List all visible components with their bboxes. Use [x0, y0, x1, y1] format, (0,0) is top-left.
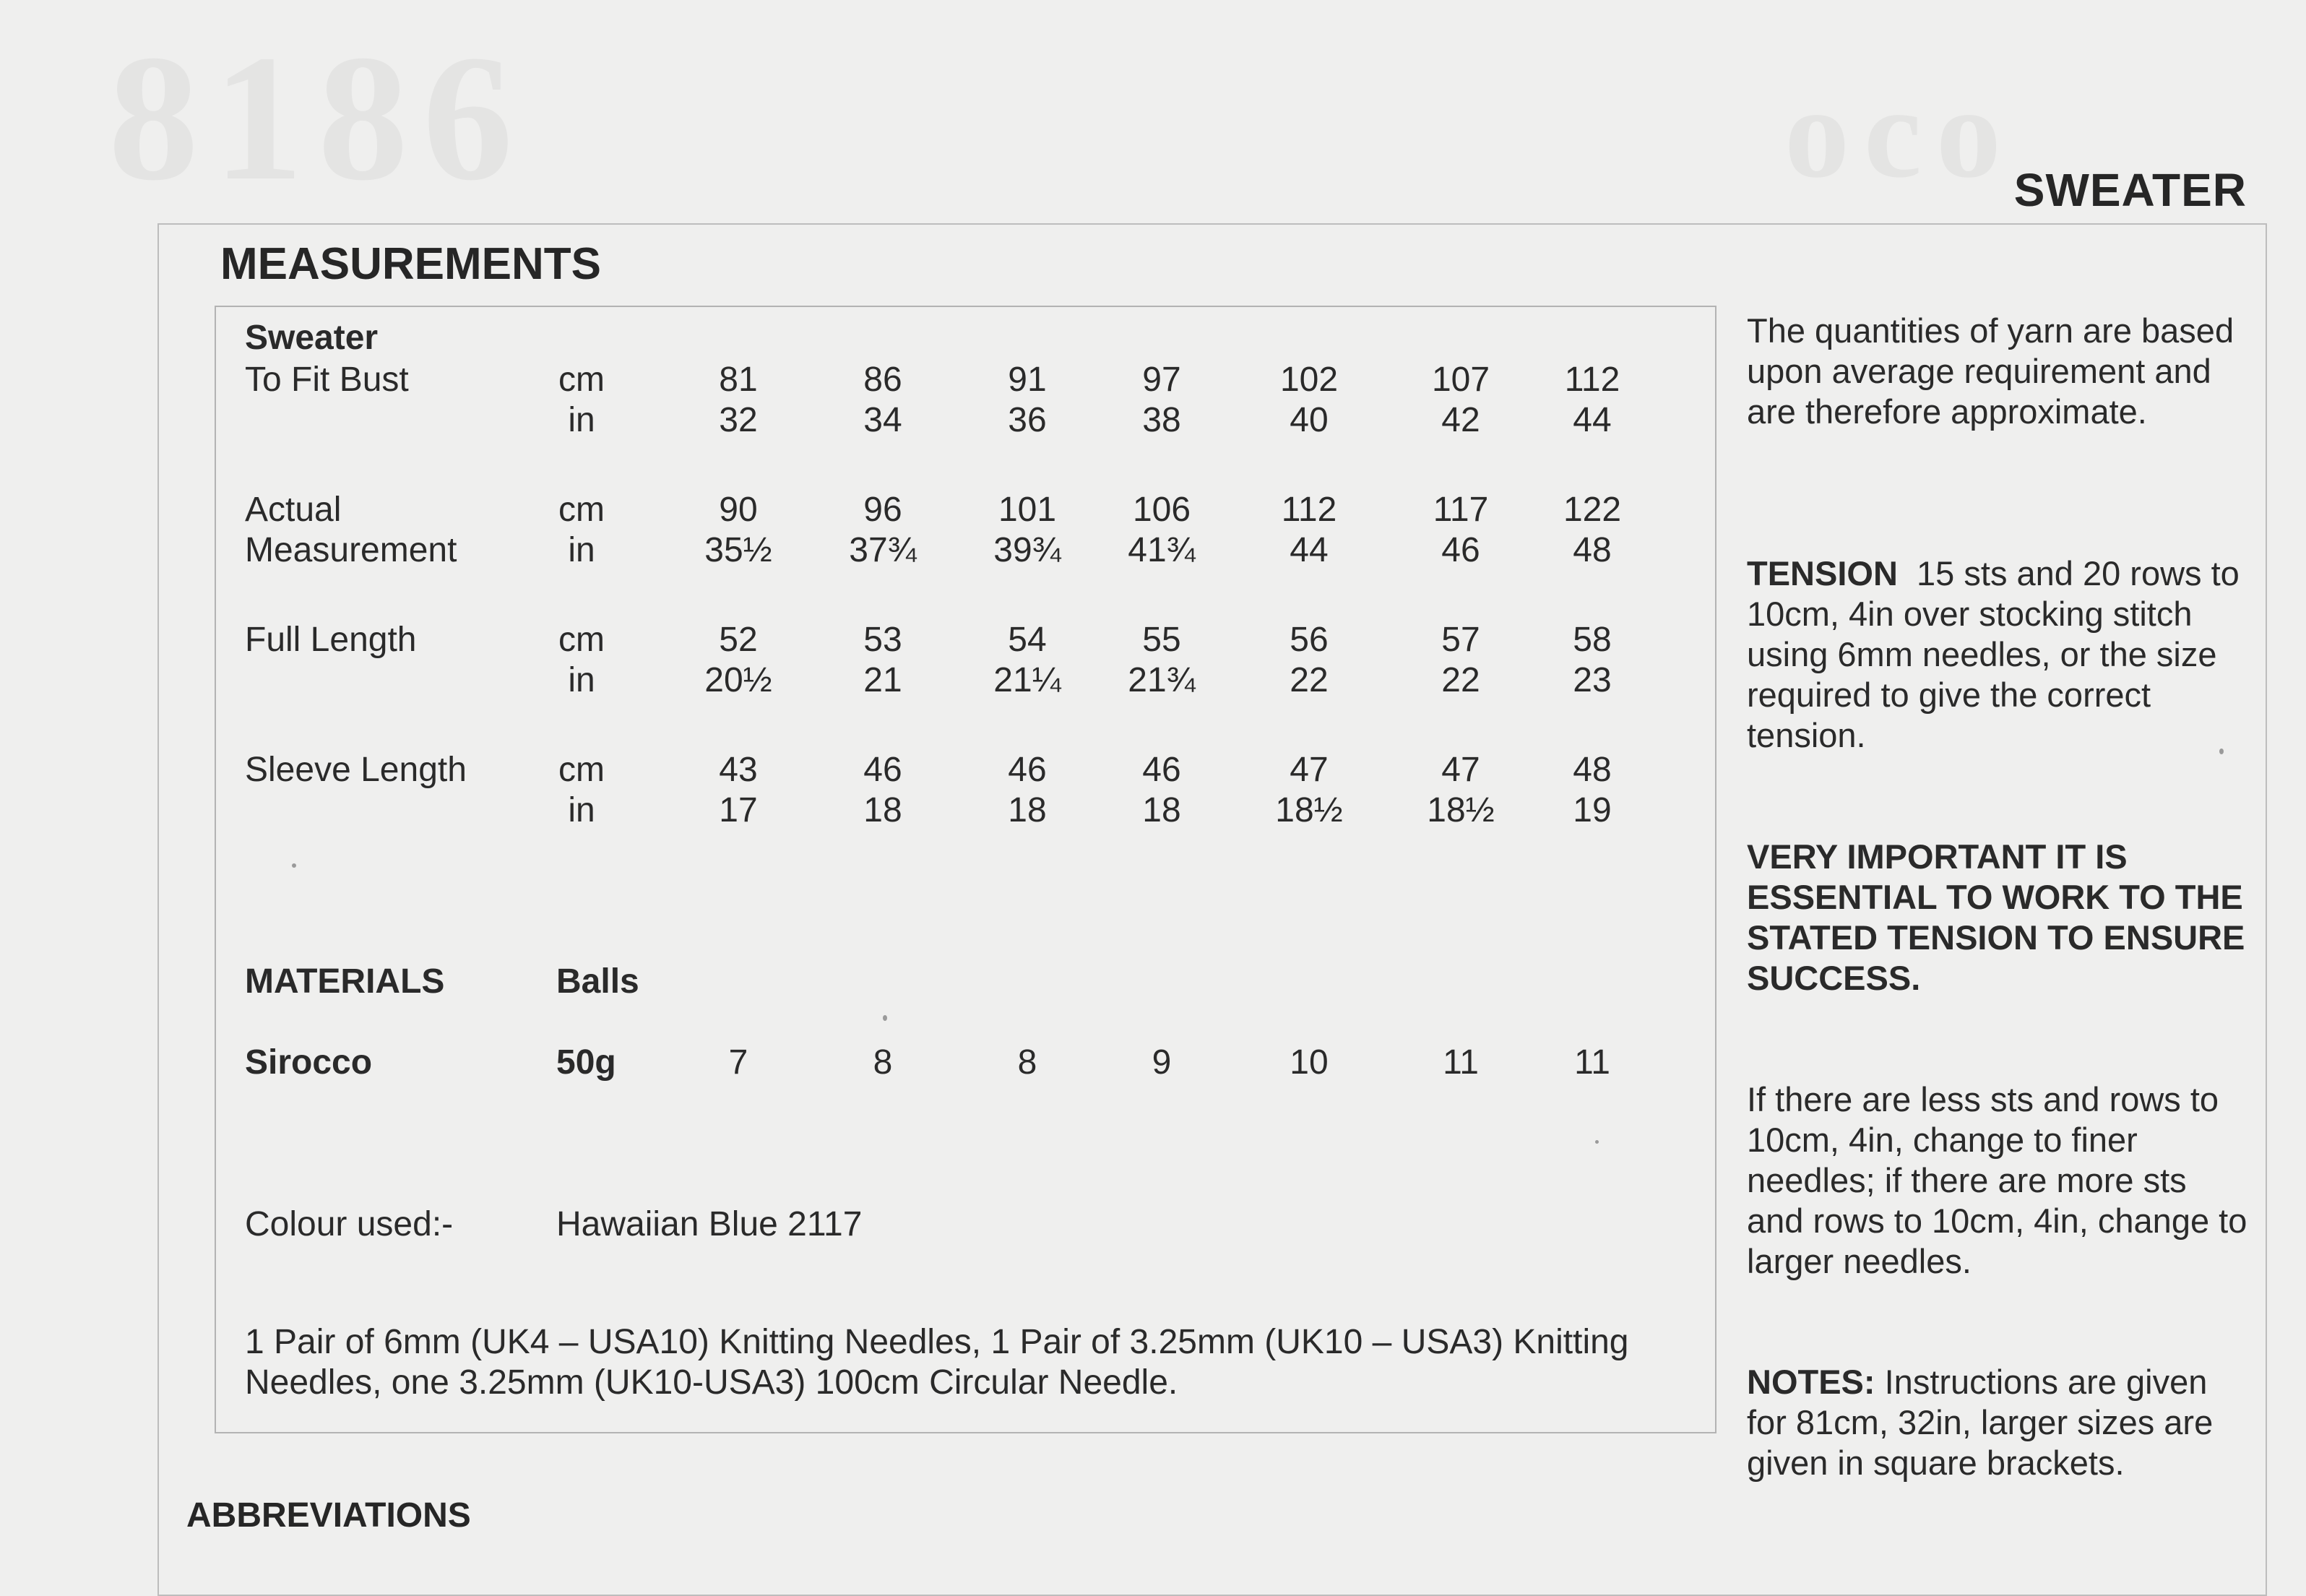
measurement-value: 90: [719, 491, 758, 529]
measurement-value: 41¾: [1128, 531, 1196, 569]
measurement-value: 48: [1573, 531, 1612, 569]
measurement-value: 18½: [1275, 791, 1343, 829]
measurement-value: 23: [1573, 661, 1612, 699]
measurement-value: 48: [1573, 751, 1612, 789]
measurement-value: 58: [1573, 621, 1612, 659]
page-title: SWEATER: [2013, 164, 2247, 216]
measurement-value: 54: [1008, 621, 1047, 659]
measurement-value: 21: [863, 661, 902, 699]
colour-label: Colour used:-: [245, 1205, 454, 1243]
yarn-quantity: 7: [728, 1043, 748, 1082]
measurement-value: 47: [1290, 751, 1329, 789]
yarn-weight: 50g: [556, 1043, 616, 1082]
measurement-value: 44: [1573, 401, 1612, 439]
measurement-value: 18½: [1427, 791, 1495, 829]
measurement-value: 56: [1290, 621, 1329, 659]
yarn-quantity: 9: [1152, 1043, 1172, 1082]
measurement-value: 40: [1290, 401, 1329, 439]
measurement-row-label: Measurement: [245, 531, 457, 569]
measurement-value: 55: [1142, 621, 1181, 659]
measurement-value: 122: [1563, 491, 1622, 529]
measurement-value: 32: [719, 401, 758, 439]
measurement-value: 81: [719, 361, 758, 399]
measurement-value: 52: [719, 621, 758, 659]
measurement-value: 112: [1281, 491, 1337, 529]
measurement-value: 35½: [704, 531, 772, 569]
measurement-value: 18: [863, 791, 902, 829]
measurement-value: 18: [1142, 791, 1181, 829]
measurements-heading: MEASUREMENTS: [220, 239, 602, 289]
measurement-value: 107: [1431, 361, 1490, 399]
measurement-unit: cm: [558, 491, 605, 529]
measurement-row-label: Actual: [245, 491, 342, 529]
measurements-box: [215, 306, 1716, 1433]
measurement-unit: in: [568, 791, 595, 829]
background-watermark-left: 8186: [108, 18, 527, 218]
measurement-value: 97: [1142, 361, 1181, 399]
measurement-value: 96: [863, 491, 902, 529]
measurement-value: 46: [1008, 751, 1047, 789]
measurement-value: 86: [863, 361, 902, 399]
materials-heading: MATERIALS: [245, 962, 445, 1001]
measurement-unit: in: [568, 401, 595, 439]
measurement-value: 17: [719, 791, 758, 829]
tension-label: TENSION: [1747, 554, 1898, 592]
yarn-quantity: 10: [1290, 1043, 1329, 1082]
notes-label: NOTES:: [1747, 1363, 1875, 1401]
colour-value: Hawaiian Blue 2117: [556, 1205, 863, 1243]
measurement-value: 46: [1441, 531, 1480, 569]
tension-text: 15 sts and 20 rows to 10cm, 4in over stocking stitch using 6mm needles, or the size required to give the correct tension.: [1747, 554, 2240, 754]
background-watermark-right: oco: [1784, 61, 2016, 204]
measurement-value: 22: [1441, 661, 1480, 699]
tension-note: [1747, 553, 2253, 756]
measurement-value: 21¾: [1128, 661, 1196, 699]
yarn-quantity: 11: [1574, 1043, 1610, 1082]
notes-text: Instructions are given for 81cm, 32in, larger sizes are given in square brackets.: [1747, 1363, 2214, 1482]
measurement-row-label: Sleeve Length: [245, 751, 467, 789]
measurement-value: 36: [1008, 401, 1047, 439]
measurement-value: 43: [719, 751, 758, 789]
measurement-value: 21¼: [993, 661, 1061, 699]
measurement-value: 38: [1142, 401, 1181, 439]
measurement-value: 102: [1279, 361, 1339, 399]
measurement-value: 39¾: [993, 531, 1061, 569]
measurement-value: 53: [863, 621, 902, 659]
measurement-value: 46: [1142, 751, 1181, 789]
measurement-value: 106: [1132, 491, 1191, 529]
needle-change-note: If there are less sts and rows to 10cm, 4in, change to finer needles; if there are more sts and rows to 10cm, 4in, change to larger needles.: [1747, 1080, 2247, 1280]
yarn-quantity: 8: [1017, 1043, 1037, 1082]
yarn-quantity-note: The quantities of yarn are based upon average requirement and are therefore approximate.: [1747, 311, 2234, 431]
measurement-unit: cm: [558, 751, 605, 789]
paper-speck: [1595, 1140, 1599, 1144]
measurement-unit: in: [568, 531, 595, 569]
paper-speck: [883, 1015, 887, 1021]
paper-speck: [2219, 749, 2224, 754]
abbreviations-heading: ABBREVIATIONS: [186, 1496, 471, 1535]
measurement-value: 22: [1290, 661, 1329, 699]
measurement-value: 19: [1573, 791, 1612, 829]
measurement-row-label: Full Length: [245, 621, 417, 659]
yarn-name: Sirocco: [245, 1043, 373, 1082]
measurement-value: 34: [863, 401, 902, 439]
measurement-value: 112: [1564, 361, 1620, 399]
measurement-value: 57: [1441, 621, 1480, 659]
measurement-value: 101: [998, 491, 1057, 529]
needles-text: 1 Pair of 6mm (UK4 – USA10) Knitting Needles, 1 Pair of 3.25mm (UK10 – USA3) Knitting Needles, one 3.25mm (UK10-USA3) 100cm Circular Needle.: [245, 1323, 1629, 1402]
measurement-value: 20½: [704, 661, 772, 699]
garment-label: Sweater: [245, 319, 379, 357]
yarn-quantity: 8: [873, 1043, 893, 1082]
measurement-value: 46: [863, 751, 902, 789]
measurement-value: 42: [1441, 401, 1480, 439]
measurement-value: 47: [1441, 751, 1480, 789]
measurement-value: 91: [1008, 361, 1047, 399]
measurement-unit: cm: [558, 361, 605, 399]
paper-speck: [292, 863, 296, 868]
balls-label: Balls: [556, 962, 639, 1001]
measurement-value: 117: [1433, 491, 1489, 529]
measurement-value: 18: [1008, 791, 1047, 829]
important-note: VERY IMPORTANT IT IS ESSENTIAL TO WORK TO THE STATED TENSION TO ENSURE SUCCESS.: [1747, 837, 2245, 997]
notes: [1747, 1362, 2253, 1483]
yarn-quantity: 11: [1443, 1043, 1479, 1082]
measurement-unit: in: [568, 661, 595, 699]
measurement-value: 44: [1290, 531, 1329, 569]
measurement-value: 37¾: [849, 531, 917, 569]
measurement-row-label: To Fit Bust: [245, 361, 409, 399]
measurement-unit: cm: [558, 621, 605, 659]
